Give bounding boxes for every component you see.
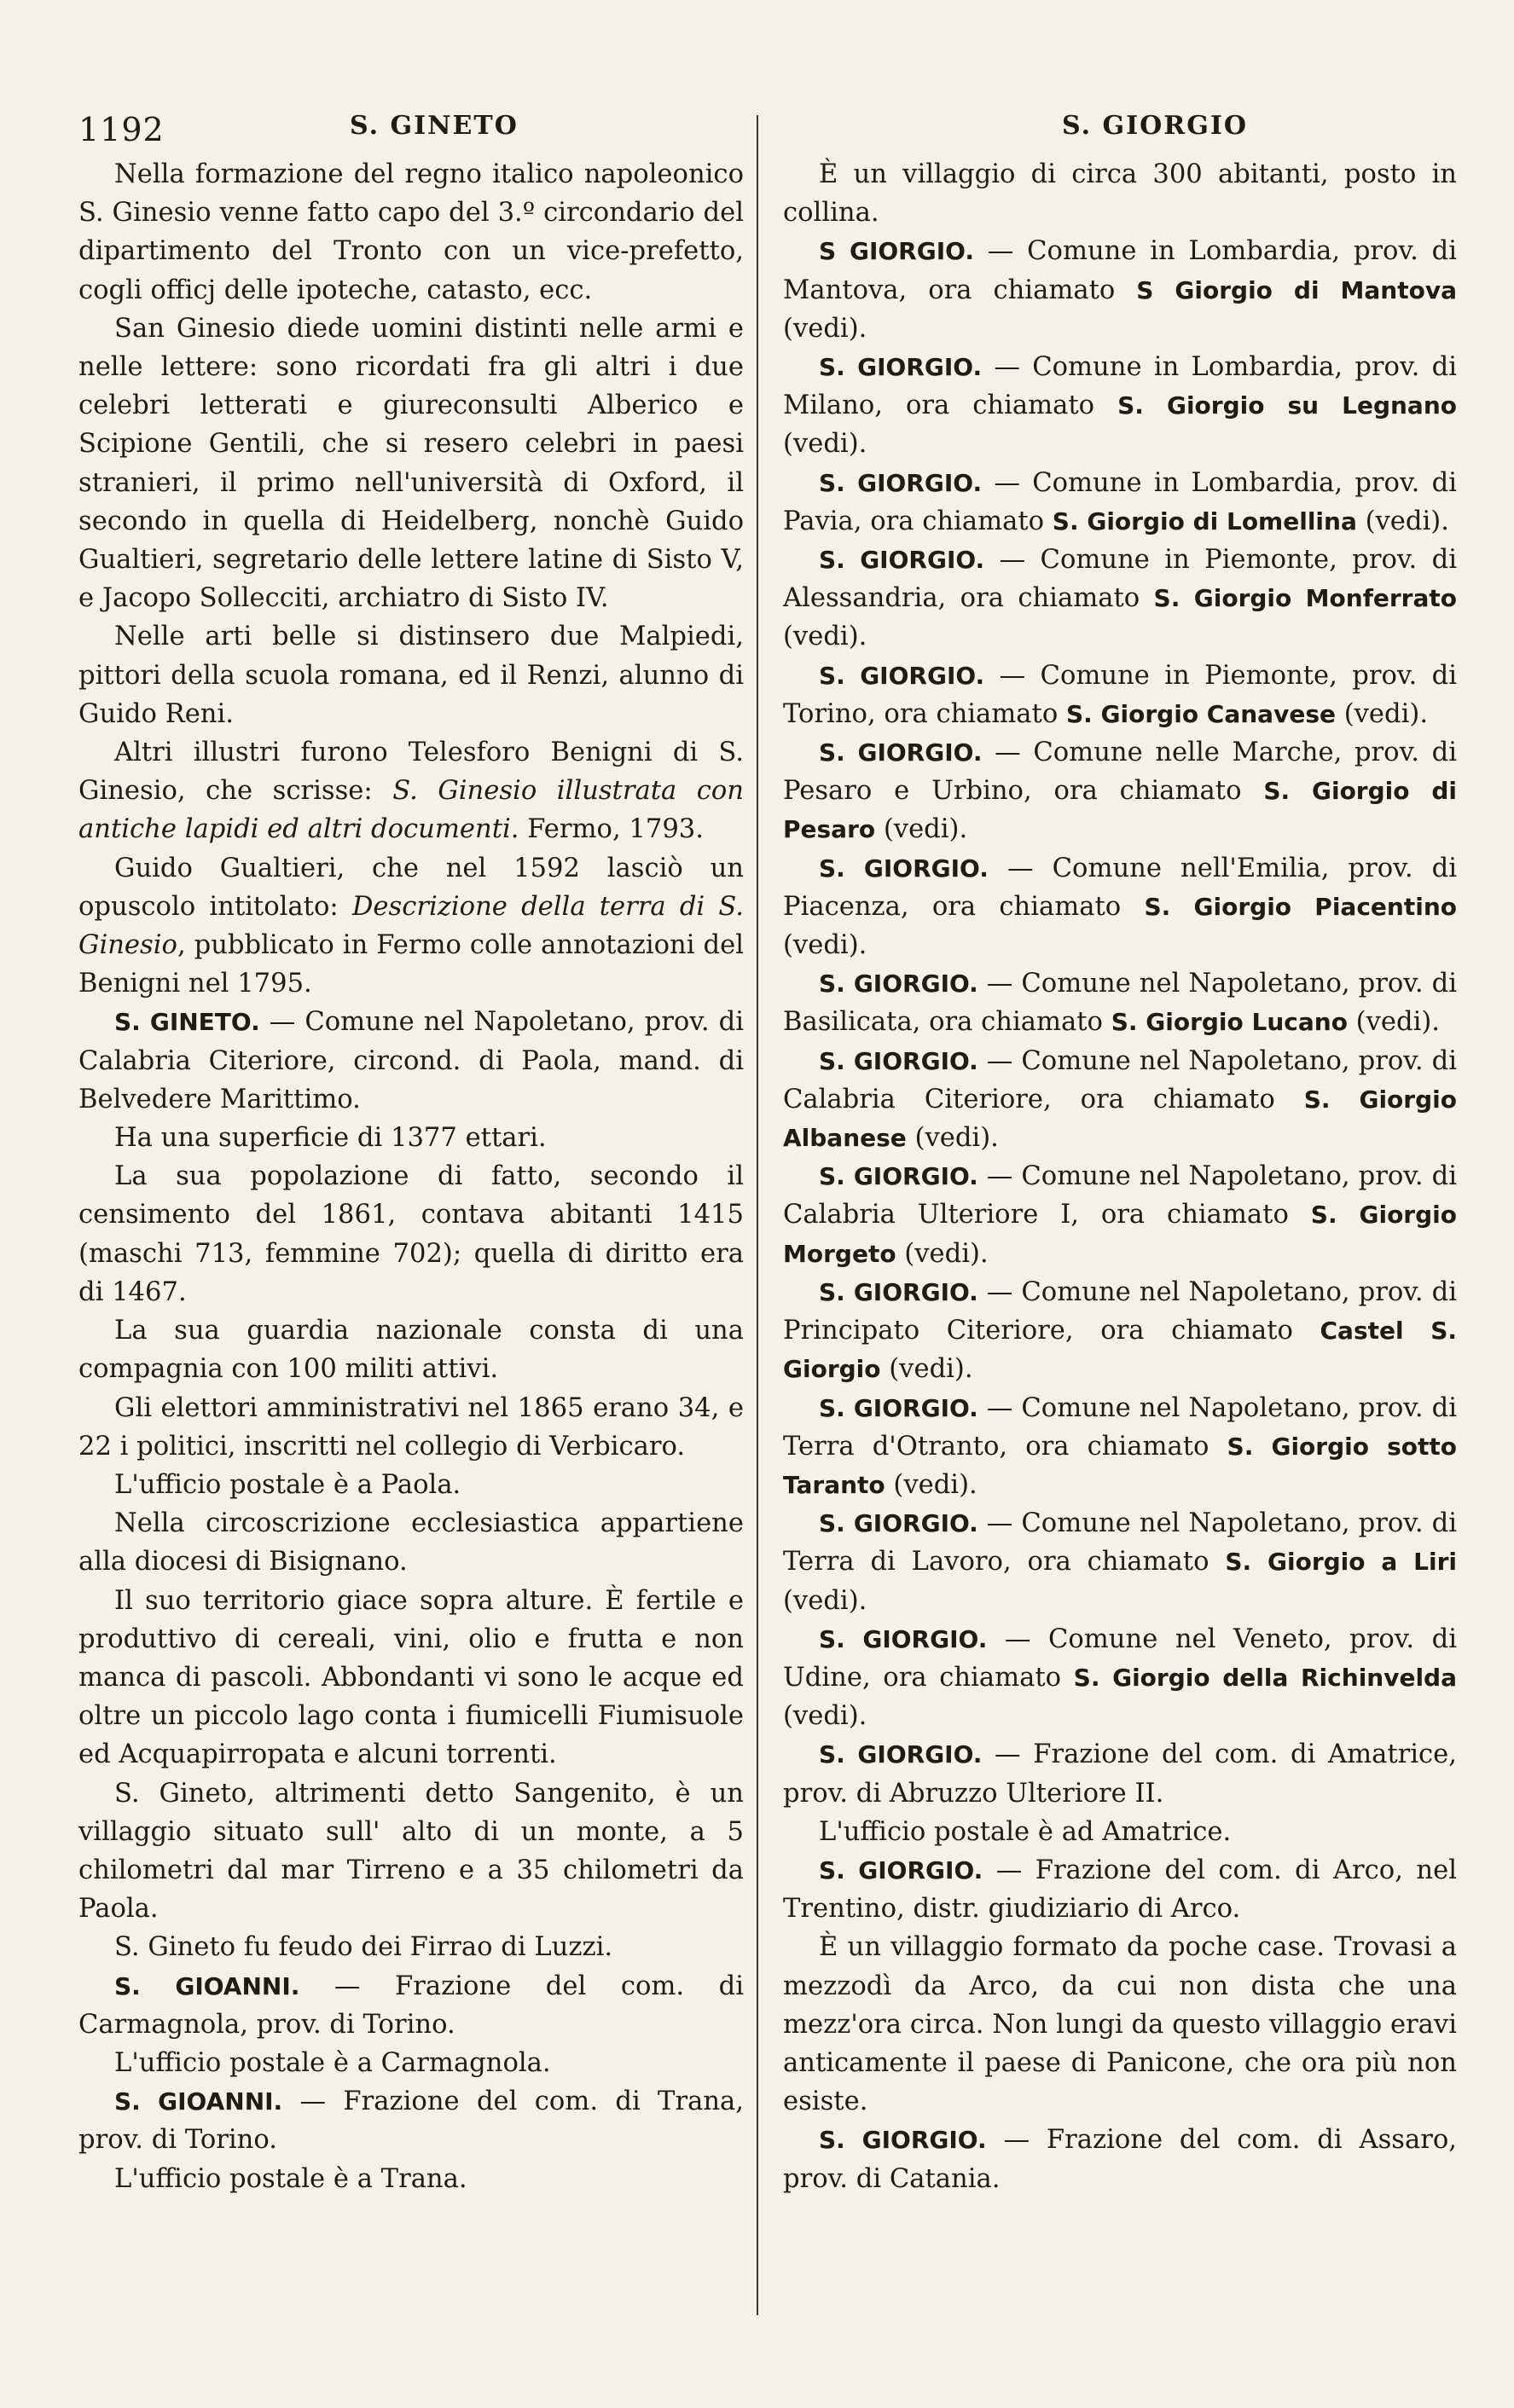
left-paragraph	[78, 1928, 744, 1966]
left-paragraph	[78, 1466, 744, 1504]
paragraph-text: — Comune in Lombardia, prov. di Mantova, ora chiamato	[783, 236, 1458, 305]
right-paragraph	[783, 1273, 1457, 1389]
left-paragraph	[78, 1311, 744, 1388]
paragraph-text: (vedi).	[1335, 698, 1429, 729]
entry-headword: S. GIORGIO.	[819, 1624, 988, 1653]
paragraph-text: L'ufficio postale è a Paola.	[114, 1469, 461, 1500]
paragraph-text: — Comune in Piemonte, prov. di Torino, ora chiamato	[783, 660, 1458, 729]
paragraph-text: — Comune in Lombardia, prov. di Milano, ora chiamato	[783, 352, 1457, 421]
paragraph-text: — Comune in Piemonte, prov. di Alessandria, ora chiamato	[783, 545, 1458, 614]
paragraph-text: Guido Gualtieri, che nel 1592 lasciò un opuscolo intitolato:	[78, 853, 744, 922]
cross-reference: S. Giorgio a Liri	[1225, 1548, 1457, 1577]
right-paragraph	[783, 733, 1457, 849]
entry-headword: S. GIORGIO.	[819, 738, 983, 767]
italic-title: Descrizione della terra di S. Ginesio	[78, 891, 744, 961]
right-paragraph	[783, 232, 1457, 348]
entry-headword: S GIORGIO.	[819, 237, 974, 266]
right-paragraph	[783, 1389, 1457, 1505]
italic-title: S. Ginesio illustrata con antiche lapidi ed altri documenti	[78, 776, 744, 845]
paragraph-text: — Frazione del com. di Carmagnola, prov. di Torino.	[78, 1971, 745, 2040]
right-paragraph	[783, 964, 1457, 1041]
paragraph-text: (vedi).	[783, 429, 867, 460]
right-paragraph	[783, 1157, 1457, 1273]
paragraph-text: — Frazione del com. di Amatrice, prov. di Abruzzo Ulteriore II.	[783, 1739, 1457, 1809]
right-paragraph	[783, 541, 1457, 657]
paragraph-text: — Comune nel Napoletano, prov. di Calabria Citeriore, ora chiamato	[783, 1045, 1457, 1114]
paragraph-text: — Comune in Lombardia, prov. di Pavia, ora chiamato	[783, 467, 1457, 536]
right-paragraph	[783, 657, 1457, 733]
right-paragraph	[783, 1928, 1457, 2121]
paragraph-text: (vedi).	[875, 814, 968, 845]
entry-headword: S. GIORGIO.	[819, 1740, 983, 1769]
paragraph-text: Ha una superficie di 1377 ettari.	[114, 1123, 547, 1154]
entry-headword: S. GIORGIO.	[819, 2126, 987, 2155]
paragraph-text: Nelle arti belle si distinsero due Malpiedi, pittori della scuola romana, ed il Renzi, alunno di Guido Reni.	[78, 622, 744, 729]
entry-headword: S. GIORGIO.	[819, 970, 978, 999]
paragraph-text: — Comune nel Napoletano, prov. di Principato Citeriore, ora chiamato	[783, 1276, 1457, 1346]
paragraph-text: (vedi).	[783, 1701, 867, 1732]
right-paragraph	[783, 1851, 1457, 1928]
paragraph-text: L'ufficio postale è ad Amatrice.	[819, 1816, 1232, 1847]
paragraph-text: (vedi).	[783, 930, 867, 961]
paragraph-text: Nella formazione del regno italico napoleonico S. Ginesio venne fatto capo del 3.º circondario del dipartimento del Tronto con un vice-prefetto, cogli officj delle ipoteche, catasto, ecc.	[78, 159, 744, 305]
cross-reference: S. Giorgio Albanese	[783, 1085, 1457, 1153]
paragraph-text: — Comune nel Napoletano, prov. di Calabria Citeriore, circond. di Paola, mand. di Belvedere Marittimo.	[78, 1007, 745, 1114]
cross-reference: S. Giorgio Canavese	[1066, 699, 1336, 728]
paragraph-text: (vedi).	[783, 313, 867, 344]
cross-reference: S. Giorgio Lucano	[1111, 1008, 1348, 1037]
paragraph-text: S. Gineto, altrimenti detto Sangenito, è un villaggio situato sull' alto di un monte, a 5 chilometri dal mar Tirreno e a 35 chilometri da Paola.	[78, 1778, 744, 1925]
paragraph-text: — Comune nel Napoletano, prov. di Terra d'Otranto, ora chiamato	[783, 1392, 1457, 1462]
paragraph-text: L'ufficio postale è a Carmagnola.	[114, 2047, 551, 2078]
right-running-head: S. GIORGIO	[1062, 111, 1248, 141]
left-running-head: S. GINETO	[350, 111, 519, 141]
right-paragraph	[783, 849, 1457, 965]
cross-reference: Castel S. Giorgio	[783, 1317, 1457, 1384]
entry-headword: S. GIORGIO.	[819, 854, 989, 883]
column-divider	[757, 115, 758, 2315]
right-paragraph	[783, 1504, 1457, 1620]
left-paragraph	[78, 733, 744, 849]
paragraph-text: — Comune nell'Emilia, prov. di Piacenza, ora chiamato	[783, 853, 1457, 922]
page-number: 1192	[78, 111, 165, 148]
cross-reference: S. Giorgio sotto Taranto	[783, 1432, 1457, 1499]
entry-headword: S. GIORGIO.	[819, 1162, 978, 1191]
entry-headword: S. GIORGIO.	[819, 1393, 978, 1422]
left-paragraph	[78, 1389, 744, 1466]
paragraph-text: (vedi).	[783, 622, 867, 652]
entry-headword: S. GIOANNI.	[114, 1971, 300, 2000]
entry-headword: S. GIOANNI.	[114, 2087, 283, 2116]
paragraph-text: (vedi).	[880, 1354, 973, 1385]
left-column	[78, 155, 744, 2198]
paragraph-text: (vedi).	[896, 1238, 989, 1269]
left-paragraph	[78, 155, 744, 310]
right-paragraph	[783, 1735, 1457, 1812]
paragraph-text: (vedi).	[1356, 506, 1449, 536]
paragraph-text: L'ufficio postale è a Trana.	[114, 2163, 467, 2194]
cross-reference: S. Giorgio della Richinvelda	[1073, 1663, 1457, 1692]
paragraph-text: — Frazione del com. di Arco, nel Trentino, distr. giudiziario di Arco.	[783, 1855, 1457, 1925]
paragraph-text: — Frazione del com. di Assaro, prov. di Catania.	[783, 2125, 1457, 2194]
right-column	[783, 155, 1457, 2198]
paragraph-text: San Ginesio diede uomini distinti nelle armi e nelle lettere: sono ricordati fra gli altri i due celebri letterati e giureconsulti Alberico e Scipione Gentili, che si resero celebri in paesi stranieri, il primo nell'università di Oxford, il secondo in quella di Heidelberg, nonchè Guido Gualtieri, segretario delle lettere latine di Sisto V, e Jacopo Sollecciti, archiatro di Sisto IV.	[78, 313, 744, 614]
right-paragraph	[783, 155, 1457, 232]
left-paragraph	[78, 1774, 744, 1929]
left-paragraph	[78, 1157, 744, 1311]
paragraph-text: Altri illustri furono Telesforo Benigni di S. Ginesio, che scrisse:	[78, 738, 744, 807]
right-paragraph	[783, 464, 1457, 541]
left-paragraph	[78, 2160, 744, 2198]
paragraph-text: — Comune nelle Marche, prov. di Pesaro e Urbino, ora chiamato	[783, 738, 1457, 807]
cross-reference: S. Giorgio di Lomellina	[1052, 506, 1357, 535]
entry-headword: S. GIORGIO.	[819, 1509, 978, 1538]
paragraph-text: — Comune nel Napoletano, prov. di Calabria Ulteriore I, ora chiamato	[783, 1161, 1457, 1230]
paragraph-text: La sua guardia nazionale consta di una compagnia con 100 militi attivi.	[78, 1316, 744, 1385]
right-paragraph	[783, 1620, 1457, 1736]
entry-headword: S. GINETO.	[114, 1008, 260, 1037]
paragraph-text: . Fermo, 1793.	[510, 814, 704, 845]
paragraph-text: , pubblicato in Fermo colle annotazioni del Benigni nel 1795.	[78, 930, 744, 999]
cross-reference: S. Giorgio Piacentino	[1144, 892, 1457, 921]
right-paragraph	[783, 348, 1457, 464]
paragraph-text: Gli elettori amministrativi nel 1865 erano 34, e 22 i politici, inscritti nel collegio di Verbicaro.	[78, 1392, 744, 1462]
paragraph-text: È un villaggio formato da poche case. Trovasi a mezzodì da Arco, da cui non dista che una mezz'ora circa. Non lungi da questo villaggio eravi anticamente il paese di Panicone, che ora più non esiste.	[783, 1932, 1457, 2117]
paragraph-text: (vedi).	[1347, 1007, 1441, 1038]
paragraph-text: Il suo territorio giace sopra alture. È fertile e produttivo di cereali, vini, olio e frutta e non manca di pascoli. Abbondanti vi sono le acque ed oltre un piccolo lago conta i fiumicelli Fiumisuole ed Acquapirropata e alcuni torrenti.	[78, 1585, 744, 1770]
left-paragraph	[78, 617, 744, 733]
left-paragraph	[78, 1119, 744, 1157]
paragraph-text: S. Gineto fu feudo dei Firrao di Luzzi.	[114, 1932, 613, 1963]
cross-reference: S. Giorgio su Legnano	[1117, 391, 1457, 420]
paragraph-text: — Comune nel Napoletano, prov. di Basilicata, ora chiamato	[783, 969, 1457, 1038]
entry-headword: S. GIORGIO.	[819, 661, 985, 690]
cross-reference: S. Giorgio Morgeto	[783, 1201, 1457, 1268]
left-paragraph	[78, 1967, 744, 2044]
cross-reference: S. Giorgio Monferrato	[1153, 584, 1457, 613]
right-paragraph	[783, 1813, 1457, 1851]
left-paragraph	[78, 2044, 744, 2082]
left-paragraph	[78, 310, 744, 618]
cross-reference: S. Giorgio di Pesaro	[783, 777, 1457, 844]
paragraph-text: Nella circoscrizione ecclesiastica appartiene alla diocesi di Bisignano.	[78, 1508, 744, 1577]
paragraph-text: La sua popolazione di fatto, secondo il censimento del 1861, contava abitanti 1415 (maschi 713, femmine 702); quella di diritto era di 1467.	[78, 1161, 744, 1307]
left-paragraph	[78, 849, 744, 1004]
right-paragraph	[783, 1042, 1457, 1158]
right-paragraph	[783, 2121, 1457, 2197]
left-paragraph	[78, 2082, 744, 2159]
cross-reference: S Giorgio di Mantova	[1136, 275, 1457, 304]
paragraph-text: (vedi).	[783, 1585, 867, 1616]
paragraph-text: (vedi).	[906, 1123, 999, 1154]
entry-headword: S. GIORGIO.	[819, 1046, 978, 1075]
paragraph-text: — Frazione del com. di Trana, prov. di Torino.	[78, 2087, 744, 2156]
entry-headword: S. GIORGIO.	[819, 353, 983, 382]
entry-headword: S. GIORGIO.	[819, 1855, 983, 1884]
entry-headword: S. GIORGIO.	[819, 1277, 978, 1306]
left-paragraph	[78, 1003, 744, 1119]
left-paragraph	[78, 1504, 744, 1581]
left-paragraph	[78, 1582, 744, 1774]
paragraph-text: — Comune nel Veneto, prov. di Udine, ora chiamato	[783, 1624, 1457, 1693]
paragraph-text: — Comune nel Napoletano, prov. di Terra di Lavoro, ora chiamato	[783, 1508, 1457, 1577]
paragraph-text: (vedi).	[885, 1469, 977, 1500]
paragraph-text: È un villaggio di circa 300 abitanti, posto in collina.	[783, 159, 1457, 229]
entry-headword: S. GIORGIO.	[819, 468, 983, 497]
entry-headword: S. GIORGIO.	[819, 546, 985, 575]
